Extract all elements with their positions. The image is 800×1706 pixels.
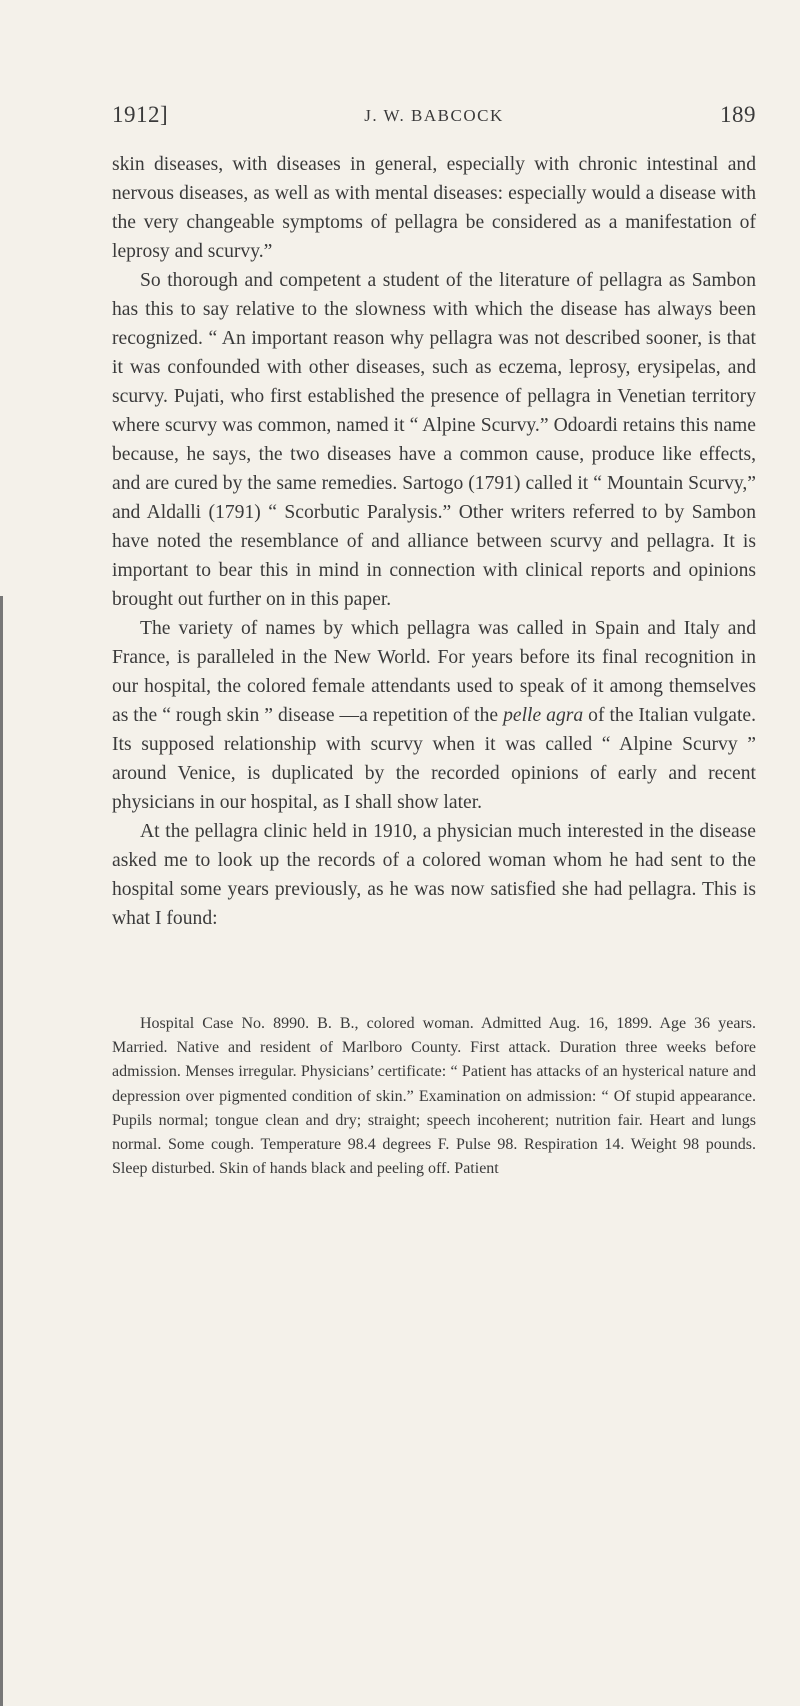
case-record-text: Hospital Case No. 8990. B. B., colored woman. Admitted Aug. 16, 1899. Age 36 years. Married. Native and resident of Marlboro County. First attack. Duration three weeks before admission. Menses irregular. Physicians’ certificate: “ Patient has attacks of an hysterical nature and depression over pigmented condition of skin.” Examination on admission: “ Of stupid appearance. Pupils normal; tongue clean and dry; straight; speech incoherent; nutrition fair. Heart and lungs normal. Some cough. Temperature 98.4 degrees F. Pulse 98. Respiration 14. Weight 98 pounds. Sleep disturbed. Skin of hands black and peeling off. Patient [112,1015,756,1178]
page-number: 189 [720,102,756,127]
italic-term: pelle agra [503,705,584,726]
running-header [112,102,756,132]
header-author: J. W. BABCOCK [364,106,504,125]
paragraph-names-end: of the Italian vulgate. Its supposed relationship with scurvy when it was called “ Alpine Scurvy ” around Venice, is duplicated by the recorded opinions of early and recent physicians in our hospital, as I shall show later. [112,705,757,813]
paragraph-names [112,614,756,817]
paragraph-continuation: skin diseases, with diseases in general, especially with chronic intestinal and nervous diseases, as well as with mental diseases: especially would a disease with the very changeable symptoms of pellagra be considered as a manifestation of leprosy and scurvy.” [112,154,756,262]
main-text [112,150,756,933]
case-record [112,1012,756,1181]
header-year: 1912] [112,102,169,127]
paragraph-clinic: At the pellagra clinic held in 1910, a physician much interested in the disease asked me to look up the records of a colored woman whom he had sent to the hospital some years previously, as he was now satisfied she had pellagra. This is what I found: [112,821,756,929]
page-edge-shadow [0,596,3,1706]
paragraph-names-start: The variety of names by which pellagra was called in Spain and Italy and France, is paralleled in the New World. For years before its final recognition in our hospital, the colored female attendants used to speak of it among themselves as the “ rough skin ” disease —a repetition of the [112,618,756,726]
paragraph-sambon: So thorough and competent a student of the literature of pellagra as Sambon has this to say relative to the slowness with which the disease has always been recognized. “ An important reason why pellagra was not described sooner, is that it was confounded with other diseases, such as eczema, leprosy, erysipelas, and scurvy. Pujati, who first established the presence of pellagra in Venetian territory where scurvy was common, named it “ Alpine Scurvy.” Odoardi retains this name because, he says, the two diseases have a common cause, produce like effects, and are cured by the same remedies. Sartogo (1791) called it “ Mountain Scurvy,” and Aldalli (1791) “ Scorbutic Paralysis.” Other writers referred to by Sambon have noted the resemblance of and alliance between scurvy and pellagra. It is important to bear this in mind in connection with clinical reports and opinions brought out further on in this paper. [112,270,756,610]
